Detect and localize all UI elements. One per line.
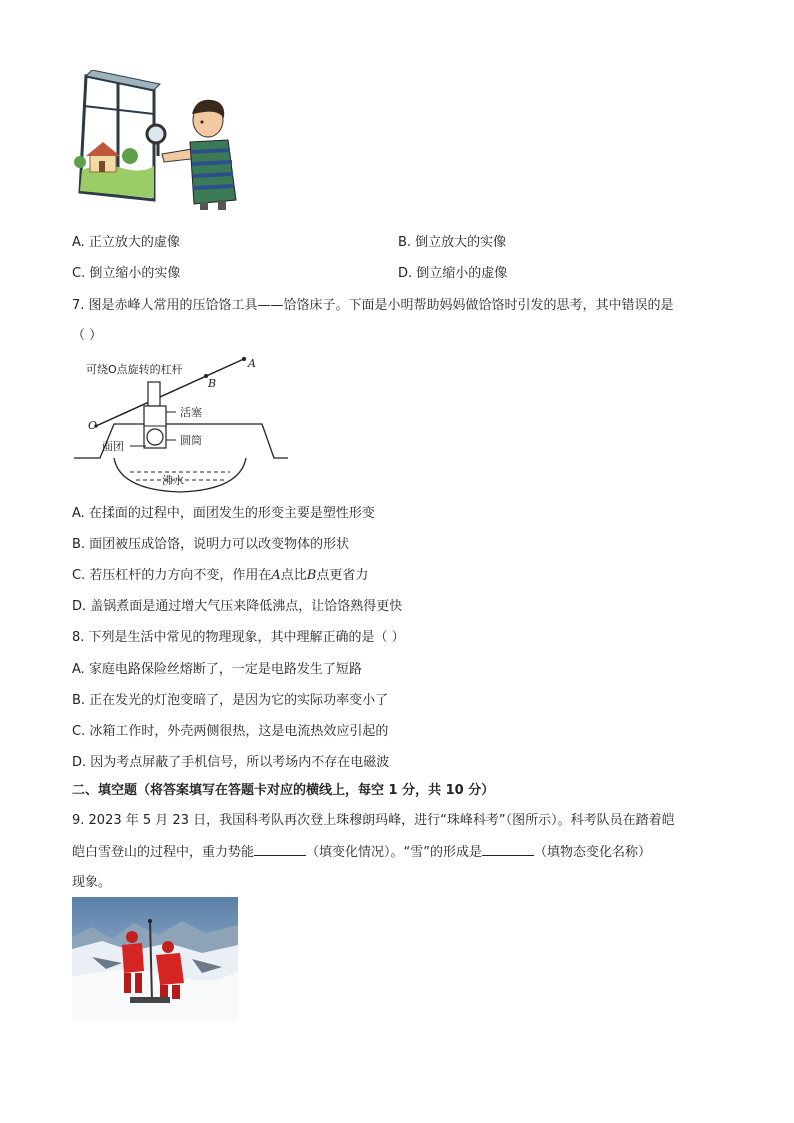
question-9-line-2 <box>72 843 651 862</box>
option-a: A. 正立放大的虚像 <box>72 235 180 250</box>
q8-option-a: A. 家庭电路保险丝熔断了，一定是电路发生了短路 <box>72 662 362 677</box>
q7-option-c-point-a: A <box>271 568 281 583</box>
point-a-label: A <box>248 357 256 370</box>
cylinder-label: 圆筒 <box>180 434 202 447</box>
q9-text-mid: （填变化情况）。“雪”的形成是 <box>306 845 482 860</box>
answer-blank-2[interactable] <box>482 843 534 856</box>
question-9-line-3: 现象。 <box>72 875 112 890</box>
magnifier-window-illustration <box>72 70 242 210</box>
q7-option-a: A. 在揉面的过程中，面团发生的形变主要是塑性形变 <box>72 506 375 521</box>
q7-option-b: B. 面团被压成饸饹，说明力可以改变物体的形状 <box>72 537 350 552</box>
question-8-stem: 8. 下列是生活中常见的物理现象，其中理解正确的是（ ） <box>72 630 405 645</box>
q7-option-c-pre: C. 若压杠杆的力方向不变，作用在 <box>72 568 272 583</box>
water-label: 沸水 <box>162 474 184 487</box>
q7-option-c-point-b: B <box>306 568 317 583</box>
point-o-label: O <box>88 419 98 432</box>
piston-label: 活塞 <box>180 406 202 419</box>
q7-option-c-mid: 点比 <box>280 568 307 583</box>
q9-text-post: （填物态变化名称） <box>534 845 652 860</box>
question-9-line-1: 9. 2023 年 5 月 23 日，我国科考队再次登上珠穆朗玛峰，进行“珠峰科考”（图所示）。科考队员在踏着皑 <box>72 813 675 828</box>
q8-option-c: C. 冰箱工作时，外壳两侧很热，这是电流热效应引起的 <box>72 724 389 739</box>
question-7-stem: 7. 图是赤峰人常用的压饸饹工具——饸饹床子。下面是小明帮助妈妈做饸饹时引发的思考，其中错误的是 <box>72 298 674 313</box>
q7-option-c <box>72 567 368 585</box>
q9-text-pre: 皑白雪登山的过程中，重力势能 <box>72 845 255 860</box>
dough-label: 面团 <box>102 440 124 453</box>
option-b: B. 倒立放大的实像 <box>398 235 507 250</box>
q7-option-d: D. 盖锅煮面是通过增大气压来降低沸点，让饸饹熟得更快 <box>72 599 403 614</box>
section-2-heading: 二、填空题（将答案填写在答题卡对应的横线上，每空 1 分，共 10 分） <box>72 783 495 798</box>
noodle-press-diagram <box>70 350 295 500</box>
point-b-label: B <box>208 377 217 390</box>
q8-option-b: B. 正在发光的灯泡变暗了，是因为它的实际功率变小了 <box>72 693 389 708</box>
everest-expedition-photo <box>72 897 238 1021</box>
q7-option-c-post: 点更省力 <box>316 568 369 583</box>
option-c: C. 倒立缩小的实像 <box>72 266 181 281</box>
option-d: D. 倒立缩小的虚像 <box>398 266 508 281</box>
q8-option-d: D. 因为考点屏蔽了手机信号，所以考场内不存在电磁波 <box>72 755 390 770</box>
question-7-paren: （ ） <box>72 328 103 343</box>
lever-label: 可绕O点旋转的杠杆 <box>86 363 183 376</box>
answer-blank-1[interactable] <box>254 843 306 856</box>
